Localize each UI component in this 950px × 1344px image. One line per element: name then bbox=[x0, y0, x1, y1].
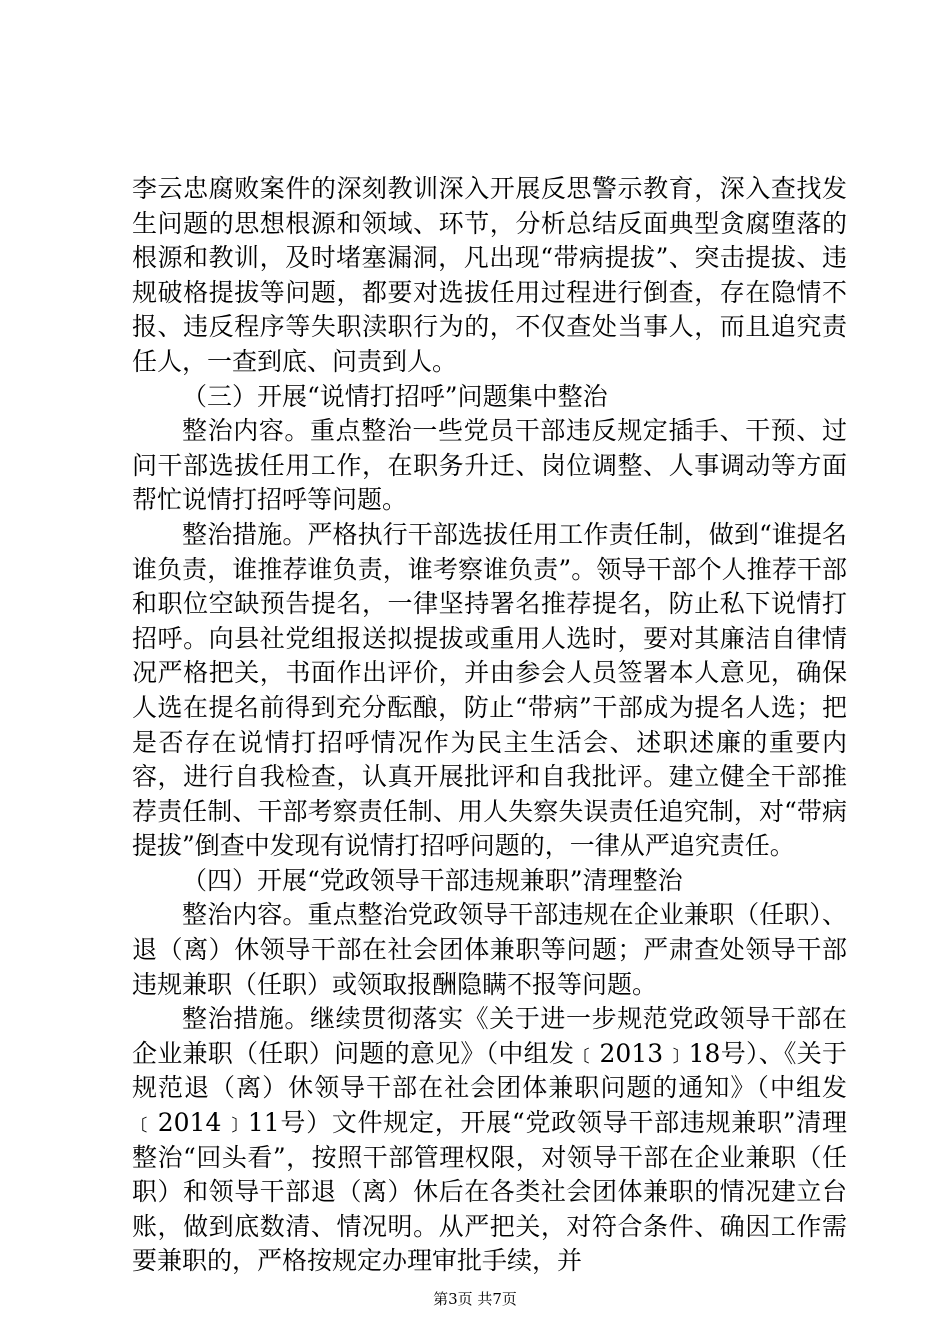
paragraph-rectify-content-3: 整治内容。重点整治一些党员干部违反规定插手、干预、过问干部选拔任用工作，在职务升迁、岗位调整、人事调动等方面帮忙说情打招呼等问题。 bbox=[132, 416, 847, 515]
document-body bbox=[132, 172, 847, 1279]
paragraph-rectify-measures-4: 整治措施。继续贯彻落实《关于进一步规范党政领导干部在企业兼职（任职）问题的意见》（中组发﹝2013﹞18号）、《关于规范退（离）休领导干部在社会团体兼职问题的通知》（中组发﹝2014﹞11号）文件规定，开展“党政领导干部违规兼职”清理整治“回头看”，按照干部管理权限，对领导干部在企业兼职（任职）和领导干部退（离）休后在各类社会团体兼职的情况建立台账，做到底数清、情况明。从严把关，对符合条件、确因工作需要兼职的，严格按规定办理审批手续，并 bbox=[132, 1004, 847, 1276]
paragraph-rectify-content-4: 整治内容。重点整治党政领导干部违规在企业兼职（任职）、退（离）休领导干部在社会团体兼职等问题；严肃查处领导干部违规兼职（任职）或领取报酬隐瞒不报等问题。 bbox=[132, 900, 847, 999]
paragraph-rectify-measures-3: 整治措施。严格执行干部选拔任用工作责任制，做到“谁提名谁负责，谁推荐谁负责，谁考察谁负责”。领导干部个人推荐干部和职位空缺预告提名，一律坚持署名推荐提名，防止私下说情打招呼。向县社党组报送拟提拔或重用人选时，要对其廉洁自律情况严格把关，书面作出评价，并由参会人员签署本人意见，确保人选在提名前得到充分酝酿，防止“带病”干部成为提名人选；把是否存在说情打招呼情况作为民主生活会、述职述廉的重要内容，进行自我检查，认真开展批评和自我批评。建立健全干部推荐责任制、干部考察责任制、用人失察失误责任追究制，对“带病提拔”倒查中发现有说情打招呼问题的，一律从严追究责任。 bbox=[132, 519, 847, 861]
section-heading-3: （三）开展“说情打招呼”问题集中整治 bbox=[182, 381, 608, 411]
section-heading-4: （四）开展“党政领导干部违规兼职”清理整治 bbox=[182, 865, 683, 895]
paragraph-continuation: 李云忠腐败案件的深刻教训深入开展反思警示教育，深入查找发生问题的思想根源和领域、环节，分析总结反面典型贪腐堕落的根源和教训，及时堵塞漏洞，凡出现“带病提拔”、突击提拔、违规破格提拔等问题，都要对选拔任用过程进行倒查，存在隐情不报、违反程序等失职渎职行为的，不仅查处当事人，而且追究责任人，一查到底、问责到人。 bbox=[132, 174, 847, 376]
page-footer: 第3页 共7页 bbox=[433, 1290, 517, 1308]
